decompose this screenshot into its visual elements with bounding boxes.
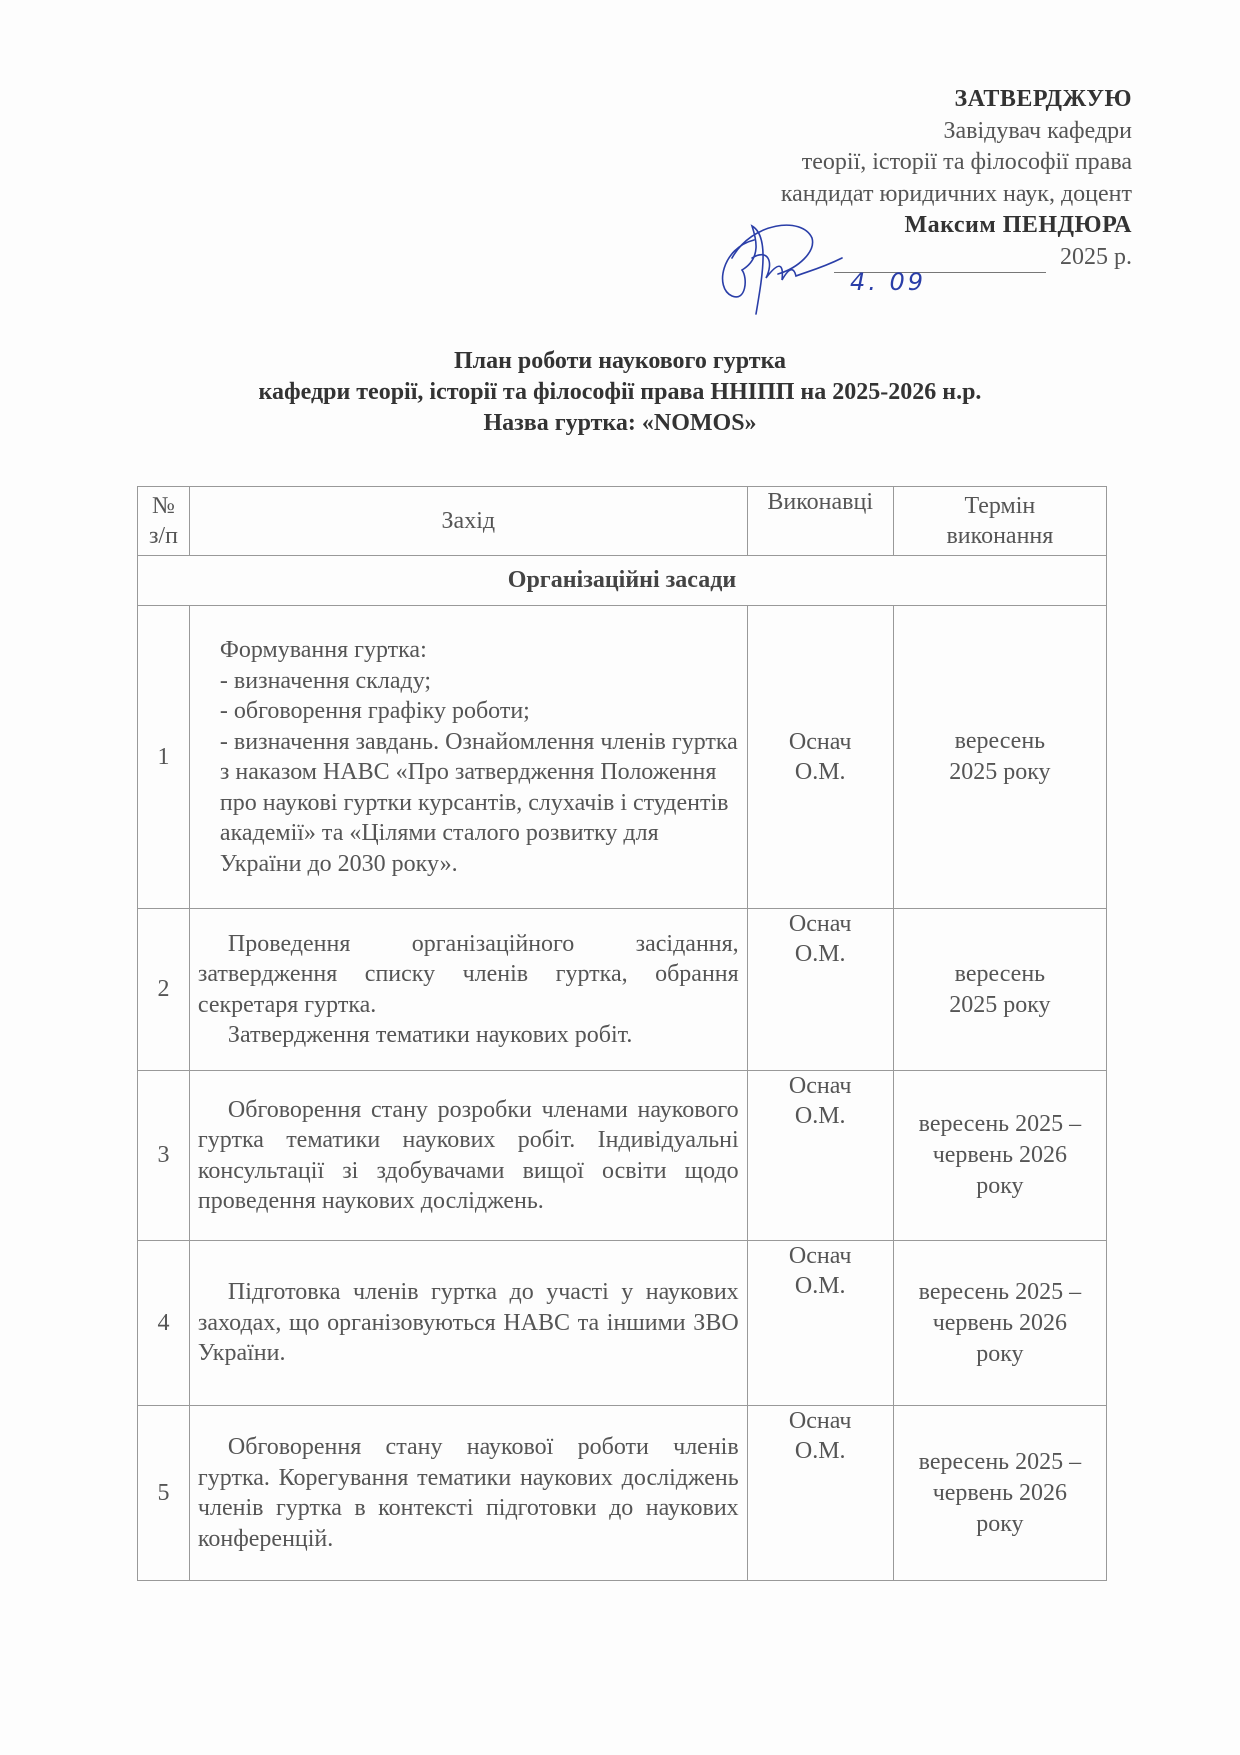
term-line: 2025 року xyxy=(949,991,1051,1018)
activity-line: Проведення організаційного засідання, затвердження списку членів гуртка, обрання секретаря гуртка. xyxy=(197,930,739,1018)
row-activity xyxy=(189,1071,747,1241)
row-number: 1 xyxy=(138,606,190,909)
table-row xyxy=(138,606,1107,909)
term-line: вересень xyxy=(954,728,1046,754)
title-line-3: Назва гуртка: «NOMOS» xyxy=(483,410,757,436)
handwritten-signature xyxy=(712,218,862,328)
header-term-line2: виконання xyxy=(946,523,1054,549)
executor-initials: О.М. xyxy=(794,759,846,785)
term-line: вересень 2025 – xyxy=(918,1278,1082,1305)
term-line: року xyxy=(976,1510,1024,1537)
row-executor xyxy=(747,1406,893,1581)
approval-department: теорії, історії та філософії права xyxy=(801,149,1132,175)
term-line: вересень 2025 – xyxy=(918,1111,1082,1137)
executor-surname: Оснач xyxy=(788,1408,852,1434)
row-number: 4 xyxy=(138,1241,190,1406)
executor-initials: О.М. xyxy=(794,941,846,967)
section-title: Організаційні засади xyxy=(138,556,1107,606)
approval-year: 2025 р. xyxy=(1060,243,1132,270)
row-executor xyxy=(747,1241,893,1406)
term-line: року xyxy=(976,1340,1024,1367)
header-executors: Виконавці xyxy=(747,487,893,556)
table-row xyxy=(138,1406,1107,1581)
document-title xyxy=(0,346,1240,439)
row-term xyxy=(893,606,1106,909)
row-activity xyxy=(189,1241,747,1406)
header-term-line1: Термін xyxy=(964,493,1036,519)
executor-initials: О.М. xyxy=(794,1273,846,1299)
table-header-row xyxy=(138,487,1107,556)
activity-line: Формування гуртка: xyxy=(219,637,427,663)
activity-line: Обговорення стану наукової роботи членів гуртка. Корегування тематики наукових досліджень членів гуртка в контексті підготовки до наукових конференцій. xyxy=(197,1434,739,1552)
row-activity xyxy=(189,1406,747,1581)
row-executor xyxy=(747,909,893,1071)
row-activity xyxy=(189,909,747,1071)
row-term xyxy=(893,909,1106,1071)
approver-name: Максим ПЕНДЮРА xyxy=(904,212,1132,238)
executor-initials: О.М. xyxy=(794,1438,846,1464)
activity-line: - визначення складу; xyxy=(219,667,432,694)
activity-line: Затвердження тематики наукових робіт. xyxy=(227,1022,633,1048)
section-row xyxy=(138,556,1107,606)
table-row xyxy=(138,1241,1107,1406)
header-activity: Захід xyxy=(189,487,747,556)
table-row xyxy=(138,909,1107,1071)
term-line: вересень xyxy=(954,960,1046,987)
row-number: 2 xyxy=(138,909,190,1071)
activity-line: Підготовка членів гуртка до участі у наукових заходах, що організовуються НАВС та іншими ЗВО України. xyxy=(197,1279,739,1367)
activity-line: - обговорення графіку роботи; xyxy=(219,698,530,724)
table-row xyxy=(138,1071,1107,1241)
header-number-label: з/п xyxy=(148,523,178,549)
approval-degree: кандидат юридичних наук, доцент xyxy=(780,180,1132,207)
term-line: червень 2026 xyxy=(932,1142,1068,1168)
handwritten-date: 4. 09 xyxy=(850,268,927,296)
approval-position: Завідувач кафедри xyxy=(943,117,1132,144)
executor-surname: Оснач xyxy=(788,1243,852,1269)
approval-heading: ЗАТВЕРДЖУЮ xyxy=(954,86,1132,112)
header-number-symbol: № xyxy=(152,493,175,519)
term-line: червень 2026 xyxy=(932,1309,1068,1336)
row-term xyxy=(893,1071,1106,1241)
term-line: 2025 року xyxy=(949,759,1051,785)
title-line-1: План роботи наукового гуртка xyxy=(453,348,787,374)
row-term xyxy=(893,1241,1106,1406)
executor-surname: Оснач xyxy=(788,1073,852,1099)
row-number: 3 xyxy=(138,1071,190,1241)
header-number xyxy=(138,487,190,556)
executor-surname: Оснач xyxy=(788,911,852,937)
row-executor xyxy=(747,1071,893,1241)
row-activity xyxy=(189,606,747,909)
row-number: 5 xyxy=(138,1406,190,1581)
plan-table xyxy=(137,486,1107,1581)
activity-line: Обговорення стану розробки членами наукового гуртка тематики наукових робіт. Індивідуальні консультації зі здобувачами вищої освіти щодо проведення наукових досліджень. xyxy=(197,1096,739,1214)
row-executor xyxy=(747,606,893,909)
executor-initials: О.М. xyxy=(794,1103,846,1129)
term-line: року xyxy=(976,1173,1024,1199)
executor-surname: Оснач xyxy=(788,729,852,755)
term-line: червень 2026 xyxy=(932,1479,1068,1506)
header-term xyxy=(893,487,1106,556)
activity-line: - визначення завдань. Ознайомлення членів гуртка з наказом НАВС «Про затвердження Положення про наукові гуртки курсантів, слухачів і студентів академії» та «Цілями сталого розвитку для України до 2030 року». xyxy=(219,728,738,877)
row-term xyxy=(893,1406,1106,1581)
term-line: вересень 2025 – xyxy=(918,1448,1082,1475)
title-line-2: кафедри теорії, історії та філософії права ННІПП на 2025-2026 н.р. xyxy=(258,379,982,405)
